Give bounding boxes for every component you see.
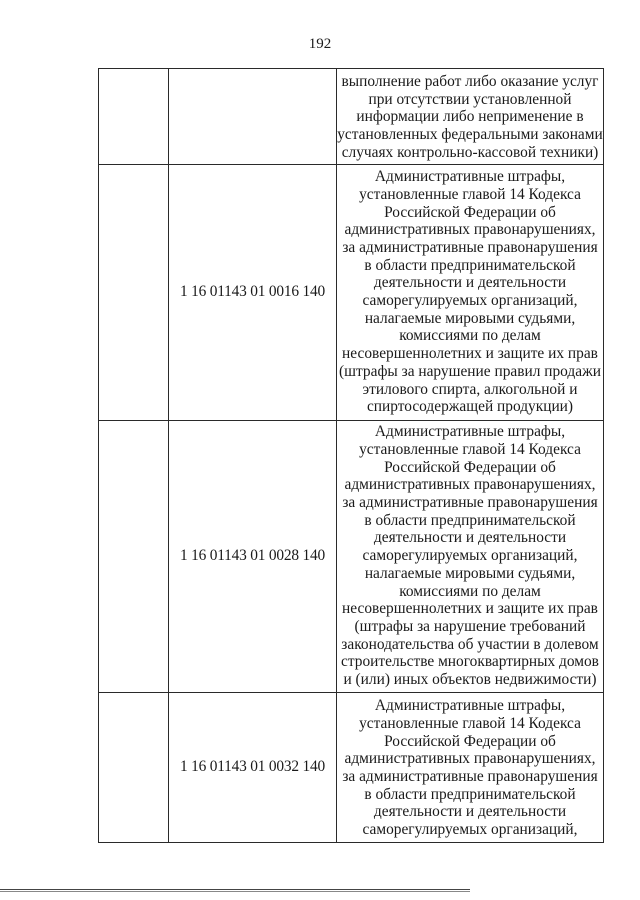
description-line: административных правонарушениях,	[344, 750, 596, 768]
empty-cell	[99, 164, 169, 420]
description-line: установленные главой 14 Кодекса	[359, 185, 581, 203]
description-line: (штрафы за нарушение требований	[354, 617, 586, 635]
page-number: 192	[308, 36, 332, 52]
description-line: установленные главой 14 Кодекса	[359, 714, 581, 732]
classification-code	[169, 69, 337, 165]
footer-rule	[0, 889, 470, 890]
description-line: комиссиями по делам	[399, 327, 541, 345]
empty-cell	[99, 692, 169, 842]
empty-cell	[99, 69, 169, 165]
description-line: установленных федеральными законами	[337, 126, 603, 144]
description-cell	[337, 692, 604, 842]
description-line: несовершеннолетних и защите их прав	[342, 345, 598, 363]
description-line: за административные правонарушения	[342, 238, 598, 256]
description-line: в области предпринимательской	[364, 785, 576, 803]
description-line: (штрафы за нарушение правил продажи	[339, 362, 601, 380]
description-line: этилового спирта, алкогольной и	[362, 380, 578, 398]
description-line: деятельности и деятельности	[373, 803, 567, 821]
description-line: в области предпринимательской	[364, 256, 576, 274]
description-line: при отсутствии установленной	[368, 90, 572, 108]
description-cell	[337, 164, 604, 420]
description-line: Административные штрафы,	[374, 423, 566, 441]
description-line: выполнение работ либо оказание услуг	[341, 73, 599, 90]
description-line: и (или) иных объектов недвижимости)	[343, 671, 597, 689]
description-line: за административные правонарушения	[342, 494, 598, 512]
description-line: налагаемые мировыми судьями,	[364, 309, 576, 327]
description-line: Российской Федерации об	[384, 458, 556, 476]
footer-rule	[0, 891, 470, 892]
description-line: Административные штрафы,	[374, 697, 566, 715]
description-line: случаях контрольно-кассовой техники)	[341, 143, 599, 161]
classification-code: 1 16 01143 01 0028 140	[169, 420, 337, 692]
table-row	[99, 164, 604, 420]
description-line: строительстве многоквартирных домов	[341, 653, 599, 671]
description-line: Административные штрафы,	[374, 168, 566, 186]
description-line: административных правонарушениях,	[344, 221, 596, 239]
description-line: административных правонарушениях,	[344, 476, 596, 494]
description-line: законодательства об участии в долевом	[341, 635, 599, 653]
description-line: саморегулируемых организаций,	[362, 547, 578, 565]
description-line: за административные правонарушения	[342, 768, 598, 786]
table-row	[99, 692, 604, 842]
description-line: саморегулируемых организаций,	[362, 292, 578, 310]
description-line: налагаемые мировыми судьями,	[364, 564, 576, 582]
description-line: Российской Федерации об	[384, 732, 556, 750]
description-line: деятельности и деятельности	[373, 274, 567, 292]
description-line: несовершеннолетних и защите их прав	[342, 600, 598, 618]
table-row	[99, 420, 604, 692]
table-row	[99, 69, 604, 165]
description-line: установленные главой 14 Кодекса	[359, 440, 581, 458]
classification-code: 1 16 01143 01 0016 140	[169, 164, 337, 420]
description-line: спиртосодержащей продукции)	[366, 398, 574, 416]
description-line: саморегулируемых организаций,	[362, 821, 578, 839]
empty-cell	[99, 420, 169, 692]
description-cell	[337, 420, 604, 692]
description-line: информации либо неприменение в	[356, 108, 584, 126]
description-line: деятельности и деятельности	[373, 529, 567, 547]
description-line: Российской Федерации об	[384, 203, 556, 221]
classification-code: 1 16 01143 01 0032 140	[169, 692, 337, 842]
budget-classification-table	[98, 68, 604, 843]
description-cell	[337, 69, 604, 165]
description-line: комиссиями по делам	[399, 582, 541, 600]
description-line: в области предпринимательской	[364, 511, 576, 529]
